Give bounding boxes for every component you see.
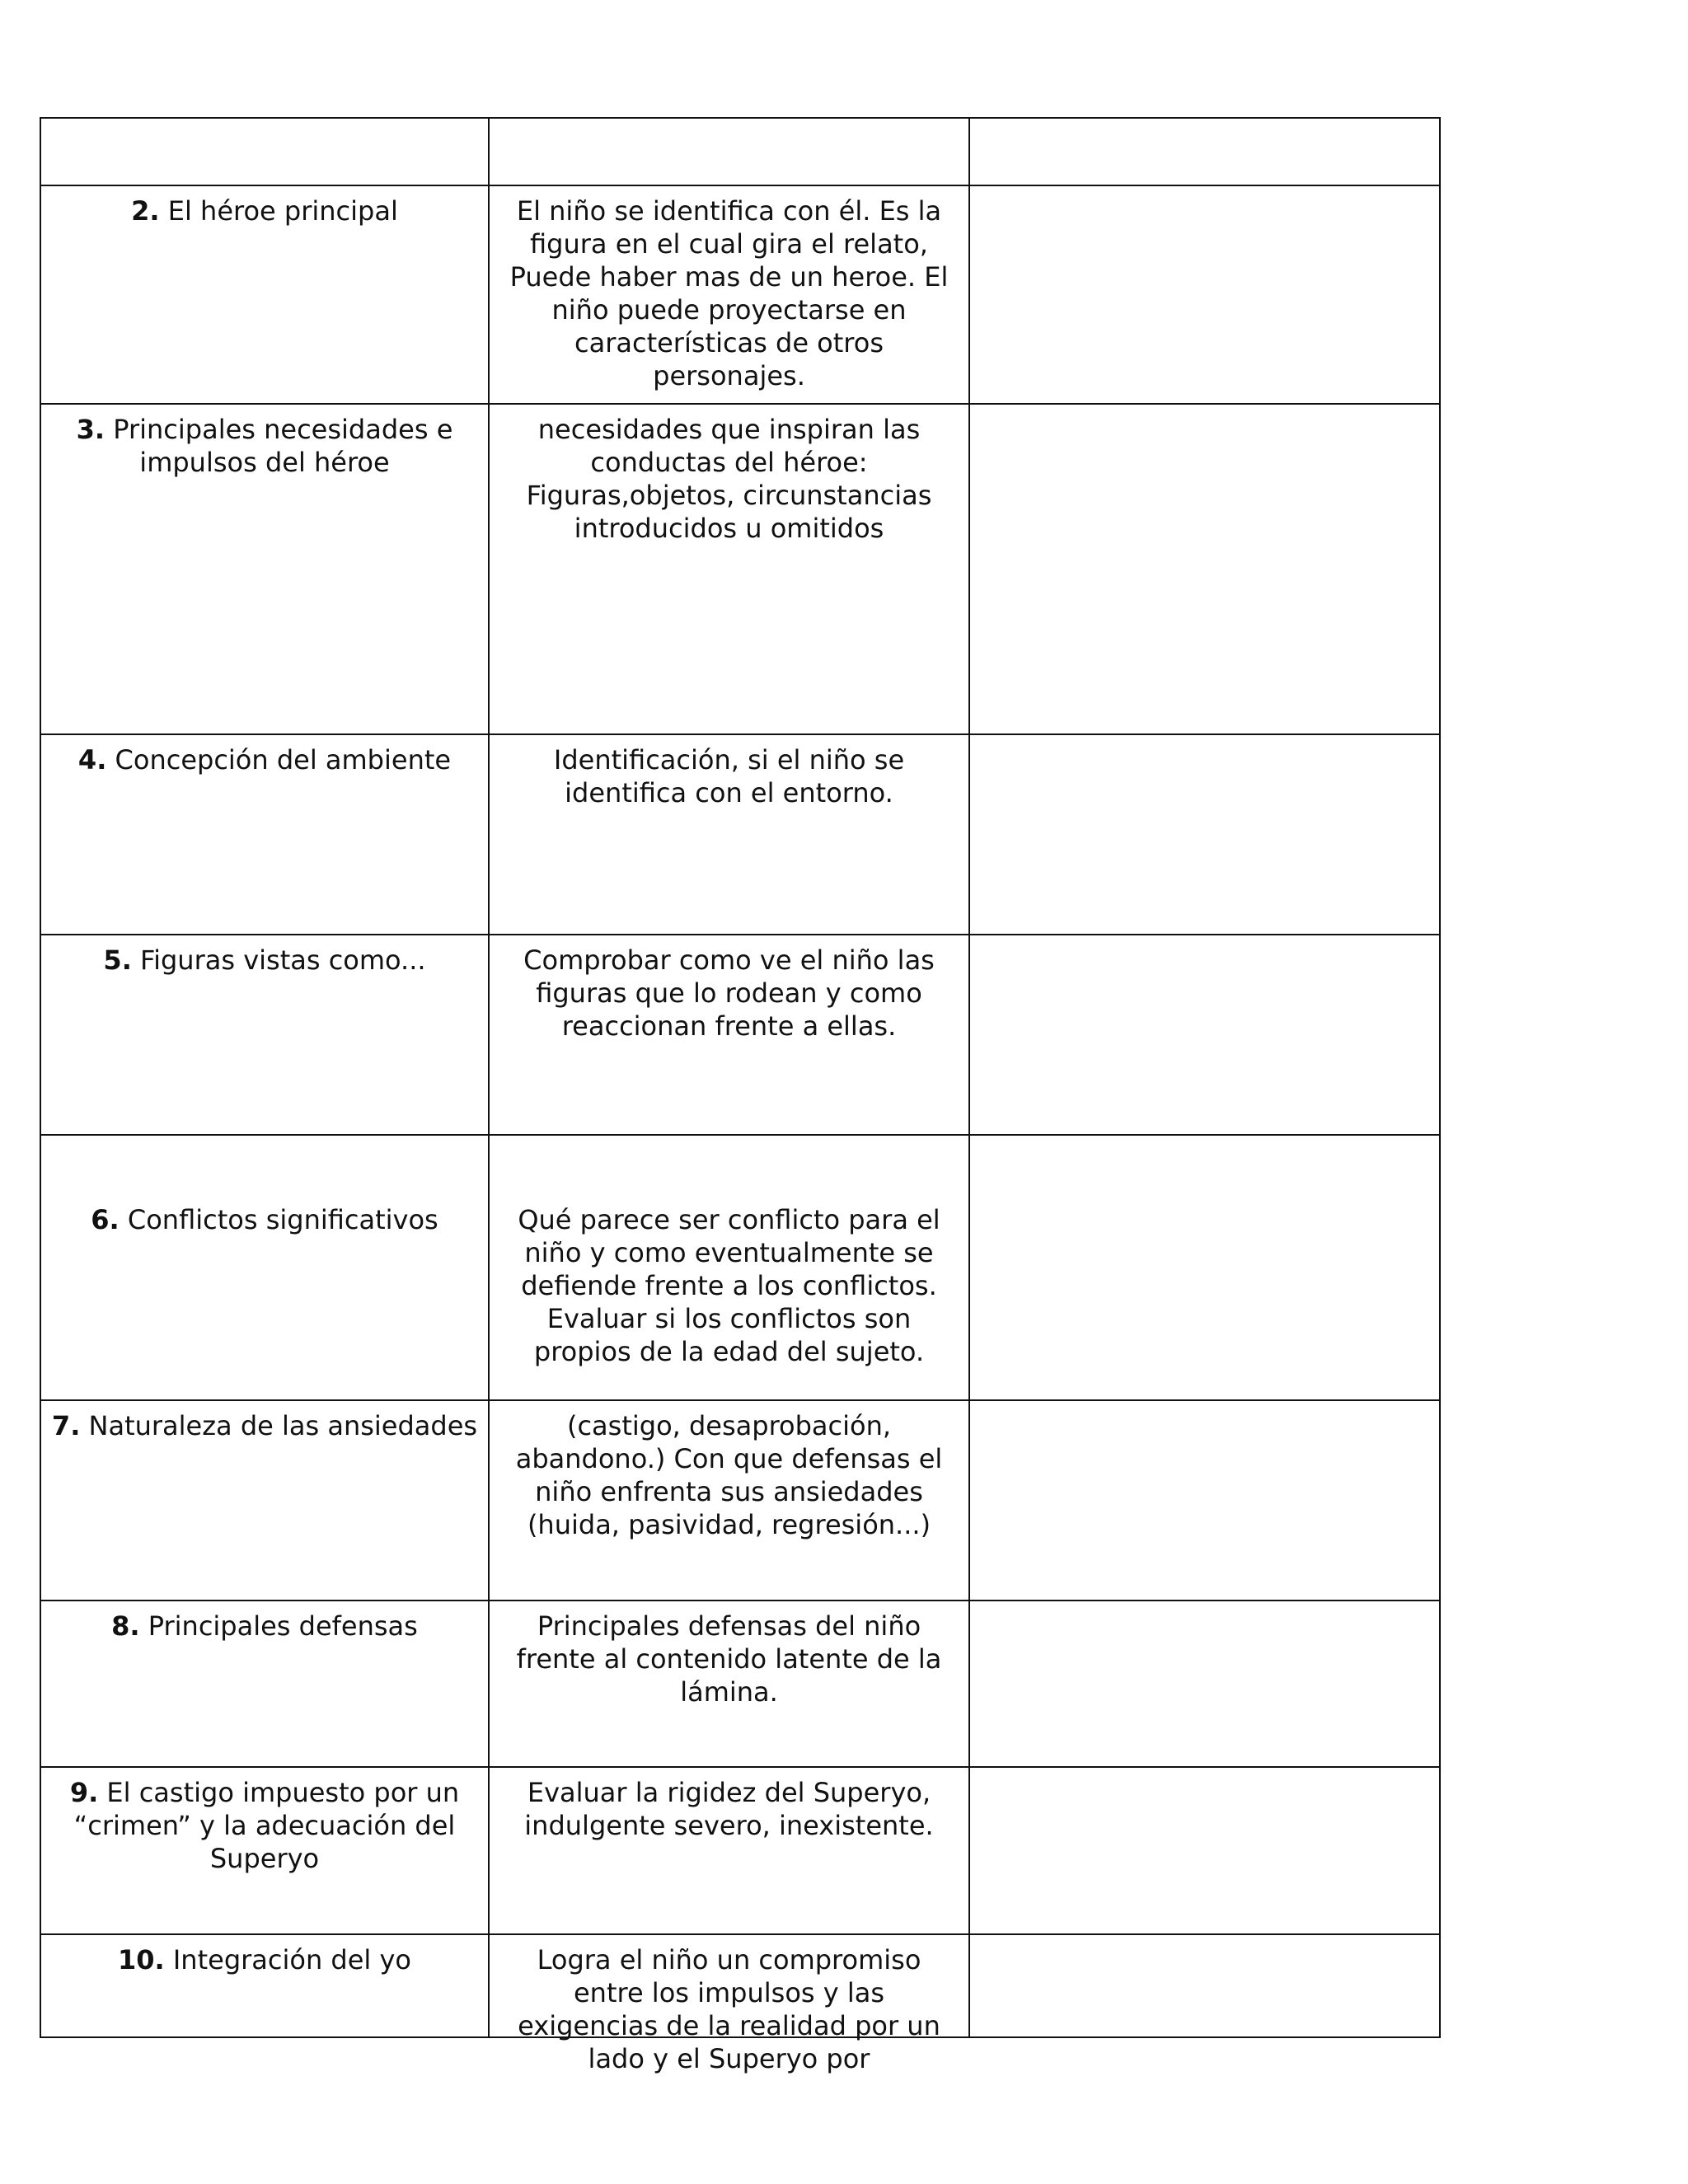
description-cell: Comprobar como ve el niño las figuras que lo rodean y como reaccionan frente a ellas.	[489, 935, 969, 1135]
description-cell: necesidades que inspiran las conductas del héroe: Figuras,objetos, circunstancias introducidos u omitidos	[489, 404, 969, 734]
description-cell: Qué parece ser conflicto para el niño y como eventualmente se defiende frente a los conflictos. Evaluar si los conflictos son propios de la edad del sujeto.	[489, 1135, 969, 1400]
table-row	[40, 734, 1440, 935]
description-cell: Evaluar la rigidez del Superyo, indulgente severo, inexistente.	[489, 1767, 969, 1934]
criterion-title: Concepción del ambiente	[115, 744, 452, 776]
criterion-cell	[40, 404, 489, 734]
criterion-cell	[40, 1601, 489, 1767]
criterion-number: 9.	[69, 1777, 99, 1808]
table-row	[40, 404, 1440, 734]
criterion-cell	[40, 1400, 489, 1601]
criterion-title: Principales defensas	[148, 1610, 418, 1642]
notes-cell	[969, 1601, 1440, 1767]
criterion-title: Naturaleza de las ansiedades	[88, 1410, 478, 1441]
description-cell: Identificación, si el niño se identifica con el entorno.	[489, 734, 969, 935]
criterion-title: Principales necesidades e impulsos del héroe	[113, 414, 453, 478]
criterion-title: Figuras vistas como...	[140, 944, 426, 976]
evaluation-table	[40, 117, 1441, 2074]
criterion-number: 6.	[91, 1204, 120, 1235]
criterion-cell	[40, 734, 489, 935]
criterion-title: Conflictos significativos	[127, 1204, 438, 1235]
notes-cell	[969, 1135, 1440, 1400]
description-cell	[489, 118, 969, 185]
criterion-number: 4.	[77, 744, 107, 776]
criterion-cell	[40, 1934, 489, 2037]
notes-cell	[969, 1400, 1440, 1601]
table-row	[40, 1934, 1440, 2037]
table-row	[40, 935, 1440, 1135]
notes-cell	[969, 935, 1440, 1135]
criterion-number: 3.	[76, 414, 106, 445]
criterion-number: 7.	[51, 1410, 81, 1441]
description-cell: (castigo, desaprobación, abandono.) Con que defensas el niño enfrenta sus ansiedades (huida, pasividad, regresión...)	[489, 1400, 969, 1601]
table-row	[40, 118, 1440, 185]
description-text: Logra el niño un compromiso entre los impulsos y las exigencias de la realidad por un lado y el Superyo por	[518, 1944, 940, 2074]
notes-cell	[969, 404, 1440, 734]
criterion-number: 5.	[103, 944, 132, 976]
table-row	[40, 1601, 1440, 1767]
criterion-number: 8.	[111, 1610, 140, 1642]
notes-cell	[969, 734, 1440, 935]
criterion-cell	[40, 118, 489, 185]
criterion-title: El castigo impuesto por un “crimen” y la adecuación del Superyo	[73, 1777, 460, 1874]
criterion-cell	[40, 1767, 489, 1934]
criterion-cell	[40, 935, 489, 1135]
description-cell: Principales defensas del niño frente al contenido latente de la lámina.	[489, 1601, 969, 1767]
criterion-cell	[40, 185, 489, 404]
table-row	[40, 1767, 1440, 1934]
notes-cell	[969, 1767, 1440, 1934]
description-cell: El niño se identifica con él. Es la figura en el cual gira el relato, Puede haber mas de un heroe. El niño puede proyectarse en características de otros personajes.	[489, 185, 969, 404]
notes-cell	[969, 1934, 1440, 2037]
table-row	[40, 1135, 1440, 1400]
table-row	[40, 185, 1440, 404]
notes-cell	[969, 185, 1440, 404]
criterion-title: El héroe principal	[167, 195, 398, 227]
criterion-number: 10.	[118, 1944, 165, 1975]
table-row	[40, 1400, 1440, 1601]
criterion-title: Integración del yo	[172, 1944, 411, 1975]
criterion-cell	[40, 1135, 489, 1400]
description-cell	[489, 1934, 969, 2074]
criterion-number: 2.	[131, 195, 160, 227]
notes-cell	[969, 118, 1440, 185]
